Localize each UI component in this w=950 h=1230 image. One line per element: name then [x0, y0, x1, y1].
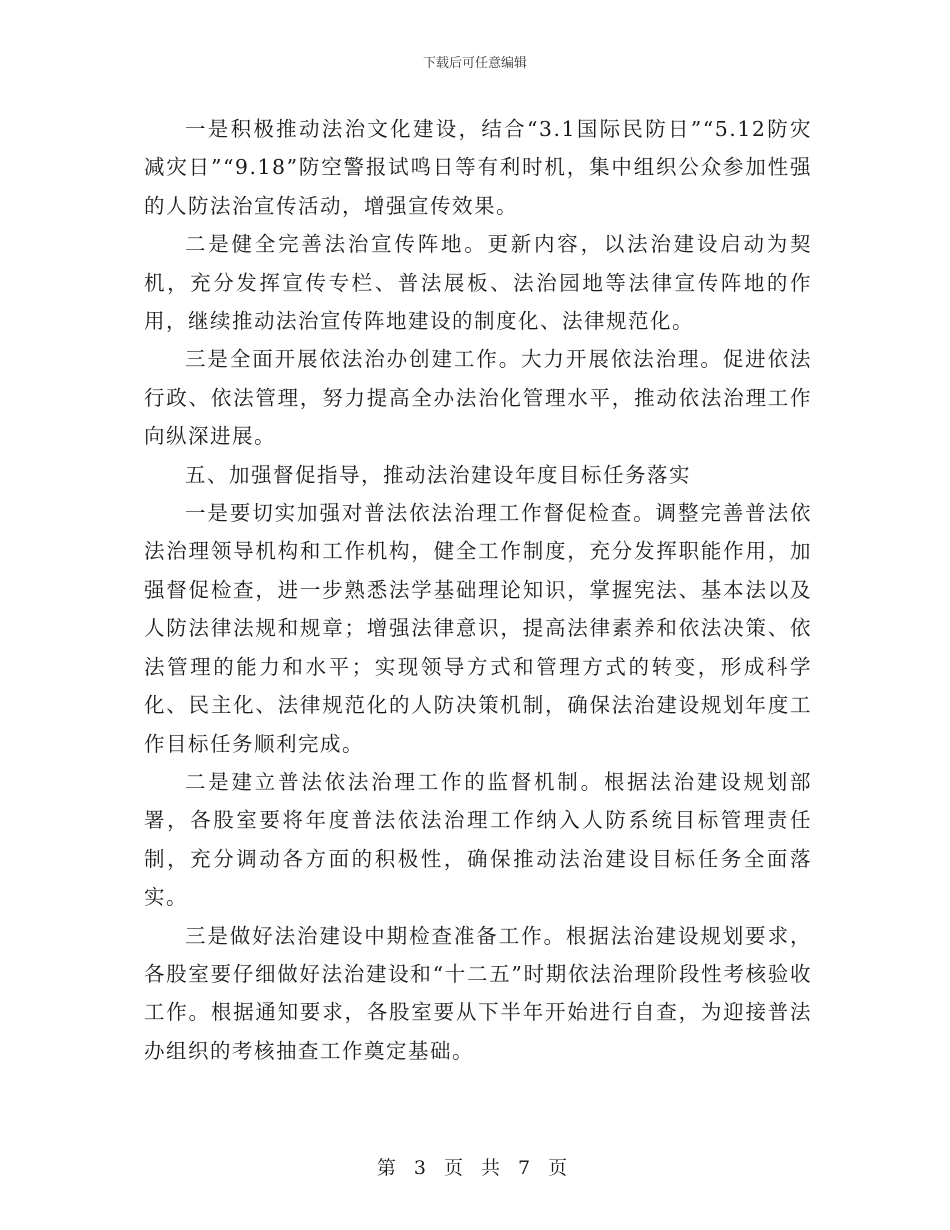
- page-header-note: 下载后可任意编辑: [422, 56, 527, 71]
- section-heading: 五、加强督促指导，推动法治建设年度目标任务落实: [185, 462, 691, 487]
- document-body: [144, 110, 812, 1070]
- paragraph-1: 一是积极推动法治文化建设，结合“3.1国际民防日”“5.12防灾减灾日”“9.18”防空警报试鸣日等有利时机，集中组织公众参加性强的人防法治宣传活动，增强宣传效果。: [144, 117, 812, 218]
- paragraph-3: 三是全面开展依法治办创建工作。大力开展依法治理。促进依法行政、依法管理，努力提高全办法治化管理水平，推动依法治理工作向纵深进展。: [144, 347, 812, 449]
- paragraph-2: 二是健全完善法治宣传阵地。更新内容，以法治建设启动为契机，充分发挥宣传专栏、普法展板、法治园地等法律宣传阵地的作用，继续推动法治宣传阵地建设的制度化、法律规范化。: [144, 232, 812, 334]
- paragraph-5: 二是建立普法依法治理工作的监督机制。根据法治建设规划部署，各股室要将年度普法依法治理工作纳入人防系统目标管理责任制，充分调动各方面的积极性，确保推动法治建设目标任务全面落实。: [144, 769, 812, 910]
- paragraph-4: 一是要切实加强对普法依法治理工作督促检查。调整完善普法依法治理领导机构和工作机构，健全工作制度，充分发挥职能作用，加强督促检查，进一步熟悉法学基础理论知识，掌握宪法、基本法以及人防法律法规和规章；增强法律意识，提高法律素养和依法决策、依法管理的能力和水平；实现领导方式和管理方式的转变，形成科学化、民主化、法律规范化的人防决策机制，确保法治建设规划年度工作目标任务顺利完成。: [144, 501, 812, 756]
- paragraph-6: 三是做好法治建设中期检查准备工作。根据法治建设规划要求，各股室要仔细做好法治建设和“十二五”时期依法治理阶段性考核验收工作。根据通知要求，各股室要从下半年开始进行自查，为迎接普法办组织的考核抽查工作奠定基础。: [144, 923, 812, 1063]
- page-number: 第 3 页 共 7 页: [376, 1157, 574, 1179]
